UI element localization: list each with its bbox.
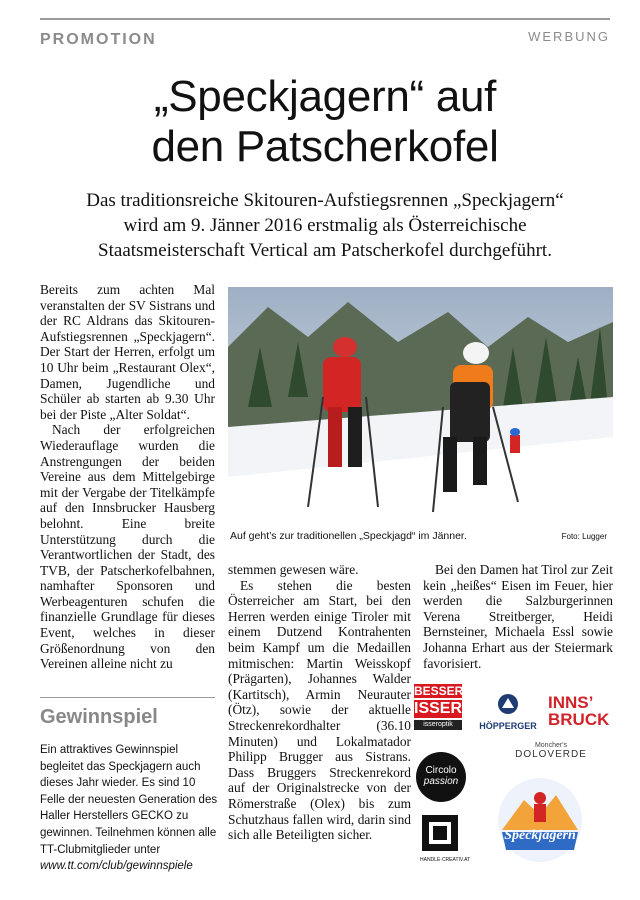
- speckjagern-logo: [494, 770, 586, 864]
- article-column-1: [40, 282, 215, 672]
- intro-line-2: wird am 9. Jänner 2016 erstmalig als Österreichische: [123, 215, 527, 236]
- isser-text: ISSER: [414, 700, 463, 717]
- intro-line-3: Staatsmeisterschaft Vertical am Patscherkofel durchgeführt.: [98, 240, 552, 261]
- headline: [40, 72, 610, 172]
- besser-text: BESSER: [414, 684, 464, 698]
- section-label: PROMOTION: [40, 31, 157, 48]
- handle-creativ-text: HANDLE·CREATIV.AT: [420, 857, 471, 863]
- circolo-text: Circolo: [425, 765, 457, 776]
- intro-text: [40, 188, 610, 263]
- handle-creativ-logo: [420, 814, 471, 863]
- paragraph: Bereits zum achten Mal veranstalten der SV Sistrans und der RC Aldrans das Skitouren-Aufstiegsrennen „Speckjagern“. Der Start der Herren, erfolgt um 10 Uhr beim „Restaurant Olex“, Damen, Jugendliche und Schüler ab starten ab 9.30 Uhr bei der Piste „Alter Soldat“.: [40, 282, 215, 422]
- speckjagern-logo-text: Speckjagern: [504, 828, 576, 843]
- innsbruck-logo: [548, 694, 614, 728]
- photo-caption: [228, 530, 613, 546]
- innsbruck-text-2: BRUCK: [548, 710, 610, 729]
- divider: [40, 697, 215, 698]
- photo-credit: Foto: Lugger: [561, 532, 607, 541]
- doloverde-logo: [508, 742, 594, 760]
- headline-line-1: „Speckjagern“ auf: [153, 72, 497, 121]
- ad-label: WERBUNG: [528, 29, 610, 44]
- gewinnspiel-title: Gewinnspiel: [40, 706, 158, 728]
- headline-line-2: den Patscherkofel: [151, 122, 499, 171]
- article-column-3: [423, 562, 613, 671]
- article-column-2: [228, 562, 411, 843]
- circolo-passion-logo: [416, 752, 466, 802]
- paragraph: Bei den Damen hat Tirol zur Zeit kein „heißes“ Eisen im Feuer, hier werden die Salzburgerinnen Verena Streitberger, Heidi Bernsteiner, Michaela Essl sowie Johanna Erhart aus der Steiermark favorisiert.: [423, 562, 613, 671]
- passion-text: passion: [423, 776, 459, 787]
- article-photo: [228, 287, 613, 525]
- innsbruck-text-1: INNS’: [548, 693, 594, 712]
- intro-line-1: Das traditionsreiche Skitouren-Aufstiegsrennen „Speckjagern“: [86, 190, 564, 211]
- paragraph: Es stehen die besten Österreicher am Start, bei den Herren werden einige Tiroler mit einem Dutzend Kontrahenten beim Kampf um die Medaillen mitmischen: Martin Weisskopf (Prägarten), Johannes Walder (Kartitsch), Armin Neurauter (Ötz), sowie der aktuelle Streckenrekordhalter (36.10 Minuten) und Lokalmatador Philipp Brugger aus Sistrans. Dass Bruggers Streckenrekord auf der Originalstrecke von der Römerstraße (Olex) bis zum Schutzhaus fallen wird, darin sind sich alle Beteiligten sicher.: [228, 577, 411, 843]
- sponsor-logos: [414, 684, 614, 864]
- gewinnspiel-text: Ein attraktives Gewinnspiel begleitet das Speckjagern auch dieses Jahr wieder. Es sind 10 Felle der neuesten Generation des Haller Herstellers GECKO zu gewinnen. Teilnehmen können alle TT-Clubmitglieder unter: [40, 744, 218, 856]
- handle-creativ-icon: [421, 814, 459, 852]
- ski-race-photo: [228, 287, 613, 525]
- speckjagern-badge-icon: [494, 770, 586, 864]
- hoepperger-crest-icon: [496, 692, 520, 716]
- paragraph: Nach der erfolgreichen Wiederauflage wurden die Anstrengungen der beiden Vereine aus dem Mittelgebirge mit der Vergabe der Titelkämpfe auf den Innsbrucker Hausberg belohnt. Eine breite Unterstützung durch die Verantwortlichen der Stadt, des TVB, der Patscherkofelbahnen, namhafter Sponsoren und Werbeagenturen schufen die finanzielle Grundlage für dieses Event, welches in dieser Größenordnung von den Vereinen alleine nicht zu: [40, 422, 215, 672]
- doloverde-small-text: Moncher's: [534, 742, 568, 749]
- hoepperger-text: HÖPPERGER: [479, 721, 537, 731]
- doloverde-text: DOLOVERDE: [515, 749, 587, 760]
- gewinnspiel-link[interactable]: www.tt.com/club/gewinnspiele: [40, 860, 193, 873]
- besser-isser-logo: [414, 684, 462, 740]
- caption-text: Auf geht’s zur traditionellen „Speckjagd“ im Jänner.: [230, 530, 467, 542]
- hoepperger-logo: [476, 692, 540, 738]
- gewinnspiel-box: [40, 742, 220, 875]
- skier-background: [510, 428, 520, 453]
- paragraph: stemmen gewesen wäre.: [228, 562, 359, 577]
- isseroptik-text: isseroptik: [414, 720, 462, 730]
- top-rule: [40, 18, 610, 20]
